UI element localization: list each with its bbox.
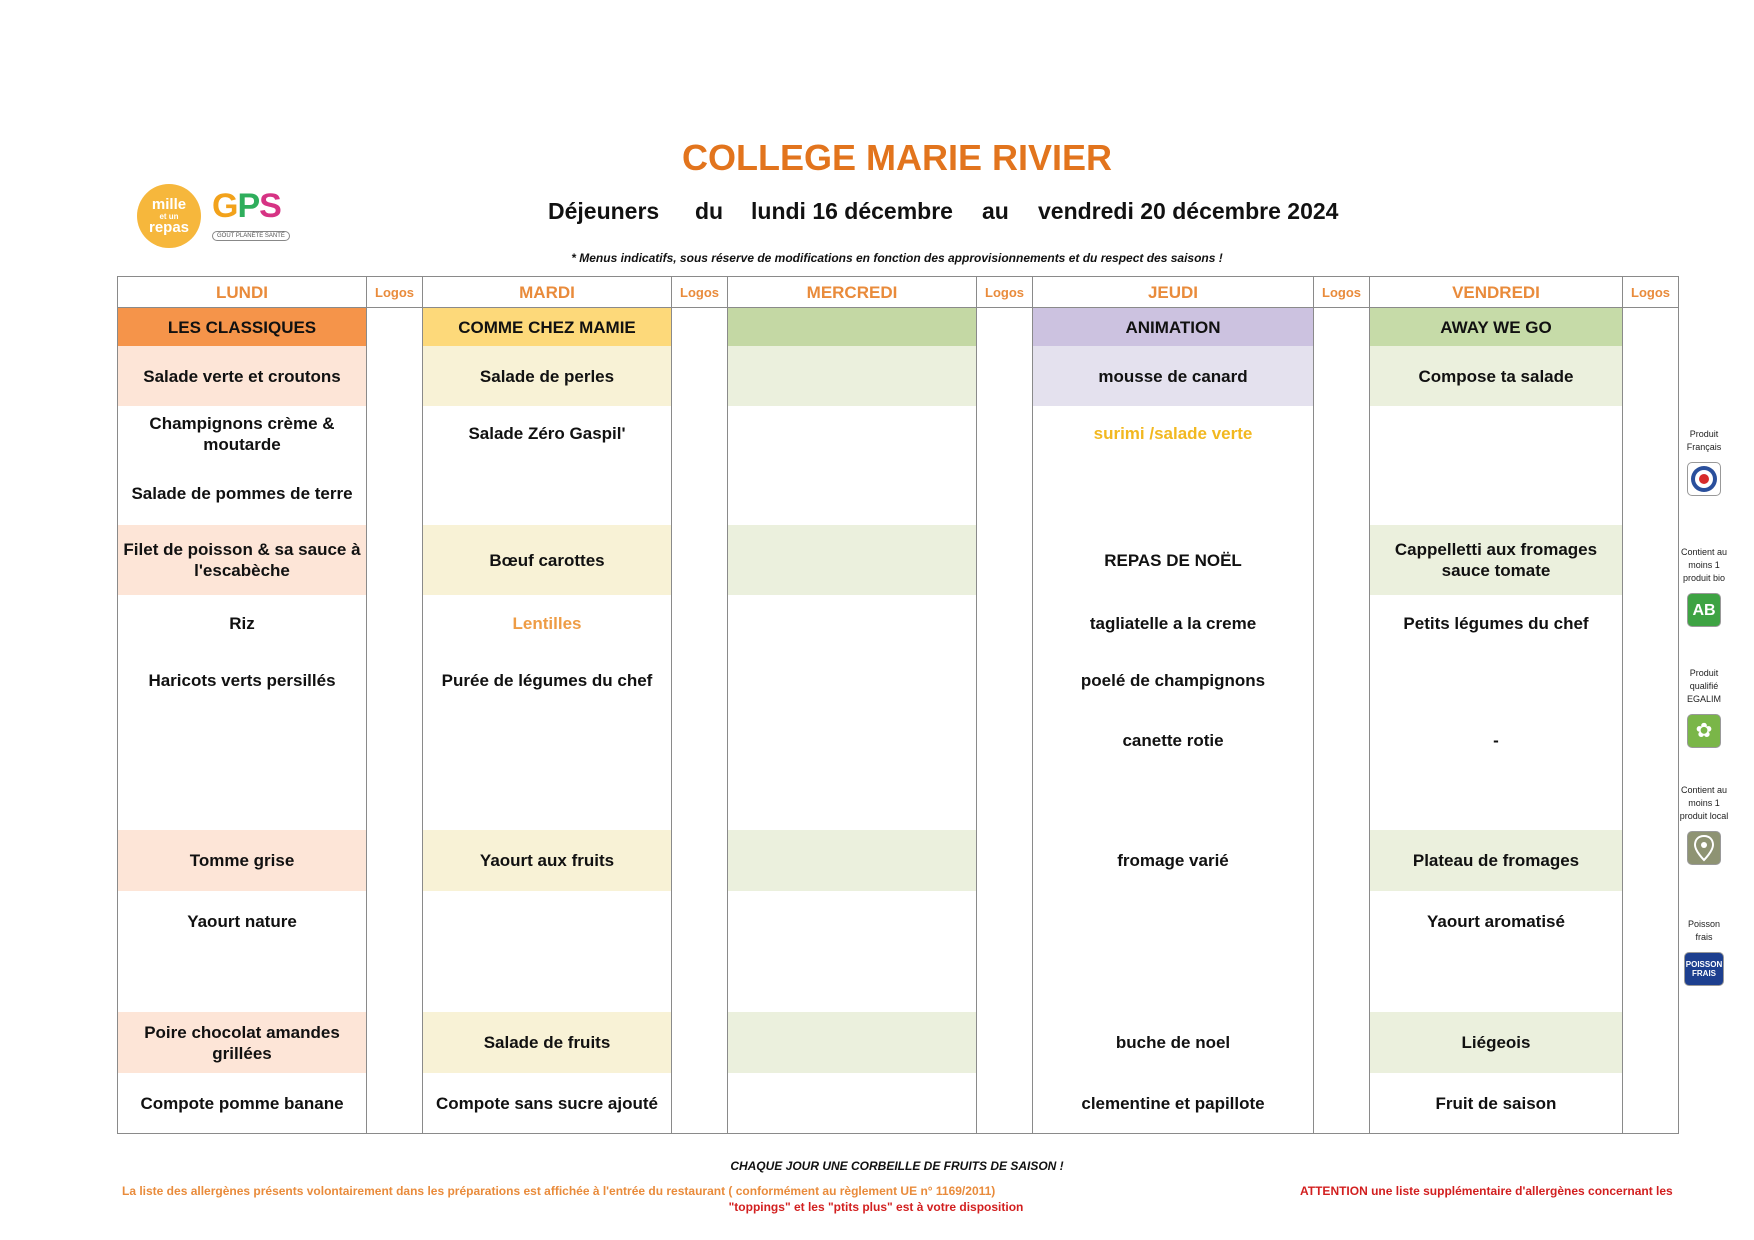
- logos-header: Logos: [367, 277, 423, 308]
- logo-cell: [672, 525, 728, 595]
- logo-cell: [672, 346, 728, 406]
- dish-ven: [1370, 952, 1623, 1012]
- logo-cell: [1314, 595, 1370, 651]
- dish-mar: [423, 771, 672, 830]
- theme-lun: LES CLASSIQUES: [118, 308, 367, 347]
- dish-row: [118, 830, 1679, 891]
- logo-cell: [1314, 346, 1370, 406]
- dish-row: [118, 709, 1679, 771]
- dish-lun: Tomme grise: [118, 830, 367, 891]
- menu-table: [117, 276, 1679, 1134]
- logo-cell: [1314, 525, 1370, 595]
- attention-notice: ATTENTION une liste supplémentaire d'allergènes concernant les: [1300, 1184, 1673, 1198]
- logos-header: Logos: [1623, 277, 1679, 308]
- theme-row: [118, 308, 1679, 347]
- dish-ven: Yaourt aromatisé: [1370, 891, 1623, 952]
- logo-cell: [1623, 1073, 1679, 1134]
- day-header-lun: LUNDI: [118, 277, 367, 308]
- legend-item: [1679, 667, 1729, 748]
- logo-tagline: GOÛT PLANÈTE SANTÉ: [212, 231, 290, 241]
- dish-row: [118, 771, 1679, 830]
- logo-cell: [977, 461, 1033, 525]
- dish-jeu: mousse de canard: [1033, 346, 1314, 406]
- logo-cell: [977, 1012, 1033, 1073]
- logo-cell: [1314, 952, 1370, 1012]
- dish-ven: Petits légumes du chef: [1370, 595, 1623, 651]
- logo-cell: [977, 771, 1033, 830]
- theme-mer: [728, 308, 977, 347]
- dish-mer: [728, 461, 977, 525]
- logos-header: Logos: [1314, 277, 1370, 308]
- theme-mar: COMME CHEZ MAMIE: [423, 308, 672, 347]
- dish-jeu: [1033, 891, 1314, 952]
- dish-ven: Cappelletti aux fromages sauce tomate: [1370, 525, 1623, 595]
- logo-cell: [977, 830, 1033, 891]
- logo-cell: [1314, 1073, 1370, 1134]
- dish-mar: Lentilles: [423, 595, 672, 651]
- dish-mar: Compote sans sucre ajouté: [423, 1073, 672, 1134]
- logo-cell: [367, 1012, 423, 1073]
- dish-jeu: buche de noel: [1033, 1012, 1314, 1073]
- logo-cell: [1623, 651, 1679, 709]
- logo-cell: [1314, 651, 1370, 709]
- legend-label: Contient au moins 1 produit bio: [1680, 547, 1728, 583]
- logo-cell: [977, 525, 1033, 595]
- dish-ven: [1370, 406, 1623, 461]
- dish-ven: Liégeois: [1370, 1012, 1623, 1073]
- dish-row: [118, 595, 1679, 651]
- logo-cell: [1623, 461, 1679, 525]
- logo-text: repas: [148, 218, 190, 236]
- logo-cell: [672, 952, 728, 1012]
- subtitle-end-date: vendredi 20 décembre 2024: [1038, 198, 1339, 224]
- dish-lun: Riz: [118, 595, 367, 651]
- dish-mer: [728, 771, 977, 830]
- logo-cell: [367, 461, 423, 525]
- logo-cell: [367, 771, 423, 830]
- dish-lun: Yaourt nature: [118, 891, 367, 952]
- dish-lun: Salade de pommes de terre: [118, 461, 367, 525]
- logo-cell: [672, 1012, 728, 1073]
- ab-icon: AB: [1687, 593, 1721, 627]
- logo-text: et un: [159, 211, 179, 221]
- dish-mar: Salade de fruits: [423, 1012, 672, 1073]
- egalim-icon: ✿: [1687, 714, 1721, 748]
- logo-cell: [977, 709, 1033, 771]
- subtitle-start-date: lundi 16 décembre: [751, 198, 953, 224]
- dish-mer: [728, 830, 977, 891]
- day-header-ven: VENDREDI: [1370, 277, 1623, 308]
- legend-label: Contient au moins 1 produit local: [1679, 785, 1729, 821]
- logo-cell: [367, 1073, 423, 1134]
- logo-cell: [1623, 709, 1679, 771]
- logo-cell: [1623, 1012, 1679, 1073]
- dish-mar: Bœuf carottes: [423, 525, 672, 595]
- dish-row: [118, 346, 1679, 406]
- day-header-row: [118, 277, 1679, 308]
- day-header-mar: MARDI: [423, 277, 672, 308]
- logo-cell: [672, 308, 728, 347]
- dish-ven: Compose ta salade: [1370, 346, 1623, 406]
- logo-cell: [367, 651, 423, 709]
- logo-cell: [367, 891, 423, 952]
- logo-cell: [367, 952, 423, 1012]
- dish-mer: [728, 891, 977, 952]
- dish-lun: Filet de poisson & sa sauce à l'escabèche: [118, 525, 367, 595]
- dish-row: [118, 952, 1679, 1012]
- dish-jeu: canette rotie: [1033, 709, 1314, 771]
- dish-ven: [1370, 461, 1623, 525]
- logo-cell: [1623, 952, 1679, 1012]
- local-pin-icon: [1687, 831, 1721, 865]
- logo-cell: [1623, 308, 1679, 347]
- dish-mar: [423, 461, 672, 525]
- logo-cell: [367, 525, 423, 595]
- logo-cell: [977, 346, 1033, 406]
- dish-mar: [423, 709, 672, 771]
- dish-lun: [118, 709, 367, 771]
- logo-cell: [1314, 709, 1370, 771]
- dish-jeu: surimi /salade verte: [1033, 406, 1314, 461]
- poisson-frais-icon: POISSON FRAIS: [1684, 952, 1724, 986]
- dish-mer: [728, 952, 977, 1012]
- dish-row: [118, 1012, 1679, 1073]
- dish-ven: [1370, 771, 1623, 830]
- logo-cell: [1314, 771, 1370, 830]
- dish-mar: Yaourt aux fruits: [423, 830, 672, 891]
- day-header-jeu: JEUDI: [1033, 277, 1314, 308]
- logo-cell: [977, 1073, 1033, 1134]
- dish-row: [118, 461, 1679, 525]
- theme-ven: AWAY WE GO: [1370, 308, 1623, 347]
- dish-mar: [423, 891, 672, 952]
- logo-letter: G: [212, 187, 238, 225]
- dish-lun: [118, 952, 367, 1012]
- logo-cell: [977, 308, 1033, 347]
- dish-ven: Fruit de saison: [1370, 1073, 1623, 1134]
- dish-mer: [728, 595, 977, 651]
- logo-cell: [672, 1073, 728, 1134]
- logo-cell: [1623, 346, 1679, 406]
- dish-mer: [728, 709, 977, 771]
- dish-ven: -: [1370, 709, 1623, 771]
- logo-cell: [367, 595, 423, 651]
- menu-disclaimer: * Menus indicatifs, sous réserve de modifications en fonction des approvisionnements et du respect des saisons !: [571, 251, 1223, 265]
- dish-mar: Purée de légumes du chef: [423, 651, 672, 709]
- dish-row: [118, 891, 1679, 952]
- logos-header: Logos: [977, 277, 1033, 308]
- logo-cell: [672, 830, 728, 891]
- logo-cell: [1314, 830, 1370, 891]
- subtitle-dejeuners: Déjeuners: [548, 198, 660, 224]
- theme-jeu: ANIMATION: [1033, 308, 1314, 347]
- dish-row: [118, 406, 1679, 461]
- dish-lun: Compote pomme banane: [118, 1073, 367, 1134]
- dish-ven: Plateau de fromages: [1370, 830, 1623, 891]
- cocarde-icon: [1687, 462, 1721, 496]
- dish-mer: [728, 346, 977, 406]
- legend-label: Poisson frais: [1687, 919, 1721, 942]
- dish-mer: [728, 1012, 977, 1073]
- subtitle-au: au: [982, 198, 1009, 224]
- logo-cell: [367, 308, 423, 347]
- dish-mar: [423, 952, 672, 1012]
- dish-jeu: tagliatelle a la creme: [1033, 595, 1314, 651]
- mille-et-un-repas-logo: [137, 184, 201, 248]
- logo-cell: [1623, 891, 1679, 952]
- logo-cell: [367, 406, 423, 461]
- logo-cell: [1314, 891, 1370, 952]
- logo-cell: [1623, 406, 1679, 461]
- dish-lun: Salade verte et croutons: [118, 346, 367, 406]
- logo-cell: [977, 406, 1033, 461]
- legend-item: [1679, 428, 1729, 496]
- logo-cell: [672, 771, 728, 830]
- dish-jeu: [1033, 771, 1314, 830]
- dish-row: [118, 1073, 1679, 1134]
- fruits-notice: CHAQUE JOUR UNE CORBEILLE DE FRUITS DE SAISON !: [730, 1159, 1064, 1173]
- dish-jeu: fromage varié: [1033, 830, 1314, 891]
- page-title: COLLEGE MARIE RIVIER: [681, 137, 1113, 178]
- legend-label: Produit Français: [1686, 429, 1722, 452]
- dish-lun: [118, 771, 367, 830]
- dish-mer: [728, 406, 977, 461]
- logo-cell: [672, 709, 728, 771]
- subtitle-du: du: [695, 198, 724, 224]
- dish-row: [118, 525, 1679, 595]
- logo-cell: [367, 709, 423, 771]
- logo-cell: [1314, 406, 1370, 461]
- legend-item: [1679, 784, 1729, 865]
- dish-jeu: REPAS DE NOËL: [1033, 525, 1314, 595]
- gps-logo: [212, 188, 298, 242]
- logo-cell: [1314, 308, 1370, 347]
- logo-cell: [672, 891, 728, 952]
- logos-header: Logos: [672, 277, 728, 308]
- logo-cell: [672, 406, 728, 461]
- logo-letter: S: [259, 187, 281, 225]
- logo-cell: [1623, 525, 1679, 595]
- dish-mer: [728, 1073, 977, 1134]
- dish-ven: [1370, 651, 1623, 709]
- dish-mar: Salade de perles: [423, 346, 672, 406]
- dish-row: [118, 651, 1679, 709]
- dish-jeu: poelé de champignons: [1033, 651, 1314, 709]
- logo-cell: [1623, 771, 1679, 830]
- legend-item: [1679, 918, 1729, 986]
- logo-cell: [672, 651, 728, 709]
- legend-label: Produit qualifié EGALIM: [1686, 668, 1721, 704]
- dish-mer: [728, 651, 977, 709]
- logo-letter: P: [237, 187, 260, 225]
- logo-cell: [672, 595, 728, 651]
- logo-cell: [977, 651, 1033, 709]
- dish-mar: Salade Zéro Gaspil': [423, 406, 672, 461]
- dish-jeu: [1033, 952, 1314, 1012]
- dish-lun: Haricots verts persillés: [118, 651, 367, 709]
- logo-cell: [977, 952, 1033, 1012]
- dish-jeu: clementine et papillote: [1033, 1073, 1314, 1134]
- logo-cell: [367, 830, 423, 891]
- toppings-notice: "toppings" et les "ptits plus" est à votre disposition: [728, 1200, 1024, 1214]
- logo-text: mille: [151, 195, 187, 213]
- logo-cell: [1623, 595, 1679, 651]
- dish-mer: [728, 525, 977, 595]
- dish-jeu: [1033, 461, 1314, 525]
- dish-lun: Champignons crème & moutarde: [118, 406, 367, 461]
- logo-cell: [1314, 1012, 1370, 1073]
- logo-cell: [977, 891, 1033, 952]
- dish-lun: Poire chocolat amandes grillées: [118, 1012, 367, 1073]
- logo-cell: [1314, 461, 1370, 525]
- day-header-mer: MERCREDI: [728, 277, 977, 308]
- logo-cell: [367, 346, 423, 406]
- logo-cell: [977, 595, 1033, 651]
- logo-cell: [1623, 830, 1679, 891]
- logo-cell: [672, 461, 728, 525]
- legend-item: [1679, 546, 1729, 627]
- allergens-notice: La liste des allergènes présents volontairement dans les préparations est affichée à l'entrée du restaurant ( conformément au règlement UE n° 1169/2011): [122, 1184, 996, 1198]
